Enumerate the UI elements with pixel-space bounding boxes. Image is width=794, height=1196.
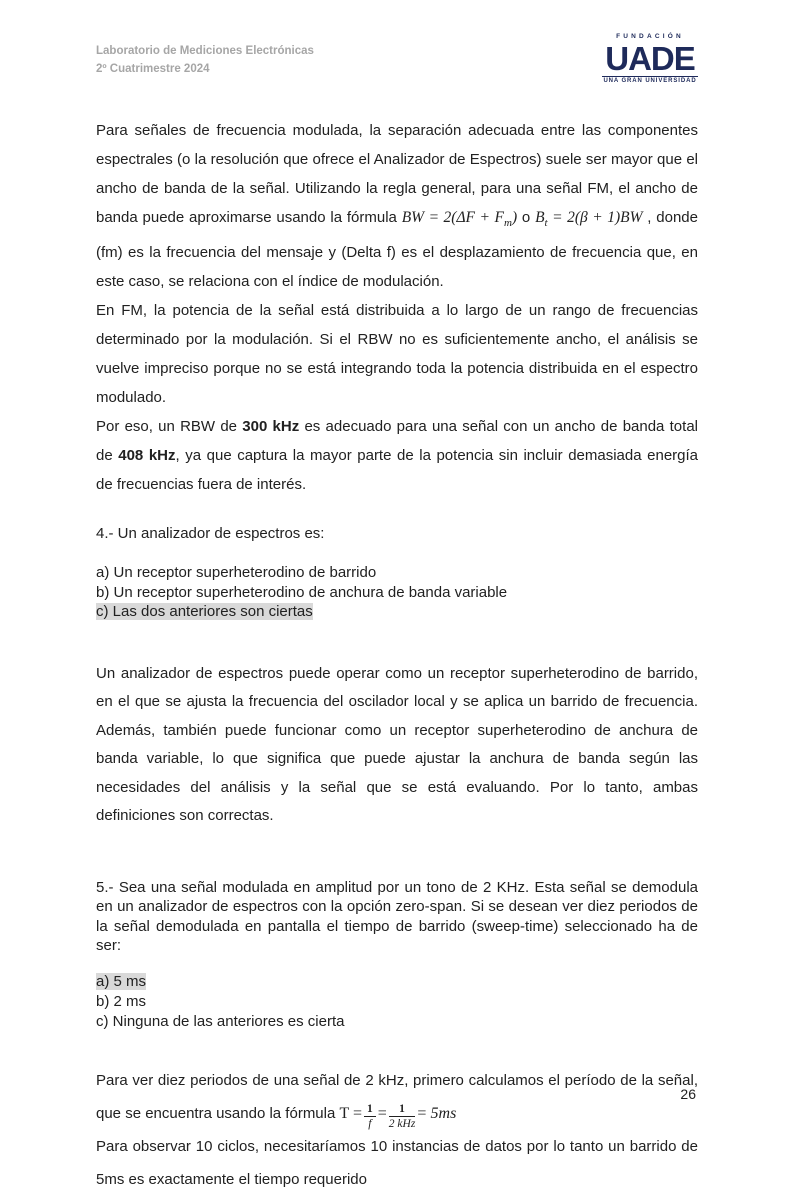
formula-bw: BW = $2(\Delta F + F_m)$ bbox=[401, 209, 518, 230]
logo-uade-text: UADE bbox=[605, 39, 695, 77]
fraction-1-over-2khz: $\frac{1}{\text{2 kHz}}$ bbox=[388, 1102, 416, 1130]
question-5-options bbox=[96, 972, 698, 1032]
logo-foundation-text: FUNDACIÓN bbox=[616, 33, 684, 40]
highlighted-answer: a) 5 ms bbox=[96, 972, 147, 990]
q4-option-a: a) Un receptor superheterodino de barrido bbox=[96, 564, 377, 582]
bold-300khz: 300 kHz bbox=[242, 418, 300, 436]
formula-bt: $B_t = 2(\beta + 1)BW$ bbox=[535, 209, 643, 230]
logo-tagline: UNA GRAN UNIVERSIDAD bbox=[602, 76, 698, 85]
question-4-options bbox=[96, 563, 698, 622]
question-5-title: 5.- Sea una señal modulada en amplitud por un tono de 2 KHz. Esta señal se demodula en un analizador de espectros con la opción zero-span. Si se desean ver diez periodos de la señal demodulada en pantalla el tiempo de barrido (sweep-time) seleccionado ha de ser: bbox=[96, 878, 698, 955]
document-body bbox=[96, 116, 698, 1196]
question-4-explanation: Un analizador de espectros puede operar como un receptor superheterodino de barrido, en el que se ajusta la frecuencia del oscilador local y se aplica un barrido de frecuencia. Además, también puede funcionar como un receptor superheterodino de anchura de banda variable, lo que significa que puede ajustar la anchura de banda según las necesidades del análisis y la señal que se está evaluando. Por lo tanto, ambas definiciones son correctas. bbox=[96, 664, 698, 825]
bold-408khz: 408 kHz bbox=[118, 447, 176, 465]
q5-option-c: c) Ninguna de las anteriores es cierta bbox=[96, 1012, 345, 1030]
course-title: Laboratorio de Mediciones Electrónicas bbox=[96, 45, 314, 57]
q5-option-b: b) 2 ms bbox=[96, 992, 147, 1010]
question-4-title: 4.- Un analizador de espectros es: bbox=[96, 525, 325, 543]
document-page bbox=[0, 33, 794, 1188]
uade-logo bbox=[602, 34, 698, 84]
highlighted-answer: c) Las dos anteriores son ciertas bbox=[96, 603, 313, 621]
question-5-explanation: Para ver diez periodos de una señal de 2 kHz, primero calculamos el período de la señal, que se encuentra usando la fórmula T = $\frac{1}{f}$ = $\frac{1}{\text{2 kHz}}$ = 5ms Para observar 10 ciclos, necesitaríamos 10 instancias de datos por lo tanto un barrido de 5ms es exactamente el tiempo requerido bbox=[96, 1071, 698, 1188]
paragraph-text: , donde (fm) es la frecuencia del mensaje y (Delta f) es el desplazamiento de frecuencia que, en este caso, se relaciona con el índice de modulación. bbox=[96, 209, 698, 291]
page-number: 26 bbox=[680, 1086, 696, 1102]
formula-conjunction: o bbox=[517, 209, 536, 226]
course-term: 2º Cuatrimestre 2024 bbox=[96, 63, 210, 75]
q4-option-b: b) Un receptor superheterodino de anchura de banda variable bbox=[96, 583, 508, 601]
course-info bbox=[96, 42, 314, 78]
paragraph-fm-power: En FM, la potencia de la señal está distribuida a lo largo de un rango de frecuencias determinado por la modulación. Si el RBW no es suficientemente ancho, el análisis se vuelve impreciso porque no se está integrando toda la potencia distribuida en el espectro modulado. bbox=[96, 302, 698, 407]
paragraph-rbw-conclusion: Por eso, un RBW de 300 kHz es adecuado para una señal con un ancho de banda total de 408 kHz, ya que captura la mayor parte de la potencia sin incluir demasiada energía de frecuencias fuera de interés. bbox=[96, 418, 699, 494]
q4-option-c-answer bbox=[96, 602, 698, 622]
q5-option-a-answer bbox=[96, 972, 698, 992]
paragraph-text: Para señales de frecuencia modulada, la separación adecuada entre las componentes espectrales (o la resolución que ofrece el Analizador de Espectros) suele ser mayor que el ancho de banda de la señal. Utilizando la regla general, para una señal FM, el ancho de banda puede aproximarse usando la fórmula bbox=[96, 122, 698, 226]
page-header bbox=[96, 33, 698, 84]
fraction-1-over-f: $\frac{1}{f}$ bbox=[364, 1103, 376, 1130]
paragraph-fm-bandwidth bbox=[96, 116, 698, 296]
formula-period-lhs: T = bbox=[339, 1104, 363, 1122]
formula-result: 5ms bbox=[430, 1104, 457, 1122]
